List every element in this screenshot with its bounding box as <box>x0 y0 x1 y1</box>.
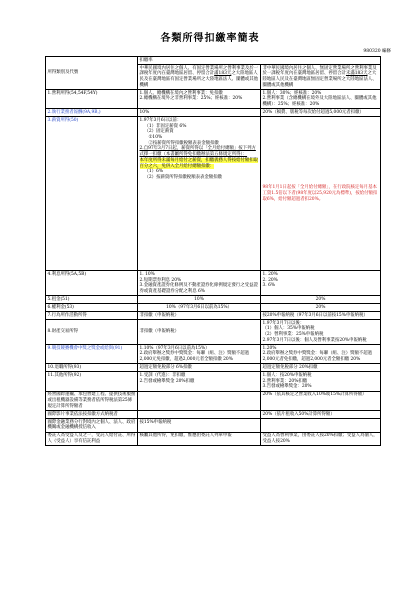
resident-rate-cell: 按15%申報納稅 <box>138 418 261 432</box>
nonresident-rate-cell: 20%（稿費、版稅等每次給付超過5,000元者扣繳） <box>261 109 381 117</box>
nonresident-rate-cell: 超過定額免稅部分 20%扣繳 <box>261 364 381 372</box>
highlight-note: 本年度所得未滿每月給付之薪資，扣繳義務人得按給付額扣取百分之六，免併入全月給付總額扣繳： <box>139 157 259 169</box>
nonresident-rate-cell: 1.個人：30%；經核准：20% 2.營利事業（含總機構在境外及大陸地區法人、團體或其他機構）：25%；經核准：20% <box>261 89 381 108</box>
nonresident-rate-cell: 20% <box>261 304 381 312</box>
table-row <box>46 89 381 108</box>
income-type-cell: 10.退職所得(93) <box>46 364 138 372</box>
nonresident-rate-cell: 1.20% 2.政府舉辦之獎券中獎獎金：每聯（組、注）獎額不超過2,000元者免扣繳，超過2,000元者全額扣繳 20% <box>261 345 381 364</box>
income-type-cell: 國際金融業務分行對境內之個人、法人、政府機關或金融機構授信收入 <box>46 418 138 432</box>
header-nonresident: 非中華民國境內居住之個人、無固定營業場所之營利事業及於一課稅年度內在臺灣地區居留、停留合計未滿183天之大陸地區人民及在臺灣地區無固定營業場所之大陸地區法人、團體或其他機構 <box>261 64 381 89</box>
resident-rate-cell: 非扣繳（申報納稅） <box>138 320 261 345</box>
income-type-cell: 5.租金(51) <box>46 296 138 304</box>
resident-rate-cell: 10% <box>138 109 261 117</box>
resident-rate-cell <box>138 391 261 410</box>
resident-rate-cell: 1.個人、總機構在境內之營利事業：免扣繳 2.總機構在境外之非營利事業：25%；經核准：20% <box>138 89 261 108</box>
table-row <box>46 320 381 345</box>
table-row <box>46 418 381 432</box>
table-row <box>46 117 381 271</box>
table-row <box>46 364 381 372</box>
resident-rate-cell: 1. 10% 2.短期票券利息 20% 3.金融資產證券化條例及不動產證券化條例規定發行之受益證券或資產基礎證券分配之利息 6% <box>138 271 261 296</box>
nonresident-rate-cell: 98年1月1日起按「全月給付總額」，在行政院核定每月基本工資1.5倍以下者(98年度以25,920元為標準)，按給付額扣取6%，給付額超過者扣20%。 <box>261 117 381 271</box>
table-row <box>46 312 381 320</box>
table-row <box>46 271 381 296</box>
nonresident-rate-cell: 20% <box>261 296 381 304</box>
table-row <box>46 345 381 364</box>
resident-rate-cell <box>138 411 261 419</box>
income-type-cell: 6.權利金(53) <box>46 304 138 312</box>
nonresident-rate-cell: 1. 20% 2. 20% 3. 6% <box>261 271 381 296</box>
nonresident-rate-cell: 按20%申報納稅（97年3月6日以前按15%申報納稅） <box>261 312 381 320</box>
table-row <box>46 411 381 419</box>
nonresident-rate-cell: 1.97年3月7日以後： （1）個人：35%申報納稅 （2）營利事業：25%申報納稅 2.97年3月7日以後：個人及營利事業按20%申報納稅 <box>261 320 381 345</box>
resident-rate-cell: 1.97年3月6日以前： （1）非固定薪資 6% （2）固定薪資 ①10% ②按薪資所得扣繳稅額表表金額扣繳 2.自97年3月7日起，薪資所得以「全月給付總額」按下列方式擇一扣繳（本書屬所得免扣繳辦法第五條規定所得）： 本年度所得未滿每月給付之薪資，扣繳義務人得按給付額扣取百分之六，免併入全月給付總額扣繳： （1）6% （2）按薪資所得扣繳稅額表表金額扣繳 <box>138 117 261 271</box>
nonresident-rate-cell: 20%（依其核定之營業收入10%或15%計算所得額） <box>261 391 381 410</box>
income-type-cell: 2.執行業務者報酬(9A,9B,) <box>46 109 138 117</box>
header-resident: 中華民國境內居住之個人、有固定營業場所之營利事業及於一課稅年度內在臺灣地區居留、停留合計滿183天之大陸地區人民及在臺灣地區有固定營業場所之大陸地區法人、團體或其他機構 <box>138 64 261 89</box>
income-type-cell: 3.薪資所得(50) <box>46 117 138 271</box>
income-type-cell: 委託人為受益人及之一，受託人給付託、所得人（受益人）享有信託利益 <box>46 432 138 446</box>
resident-rate-cell: 10% <box>138 296 261 304</box>
nonresident-rate-cell <box>261 418 381 432</box>
income-type-cell: 11.其他所得(92) <box>46 372 138 391</box>
resident-rate-cell: 1.受訓（代進）：非扣繳 2.告發或檢舉獎金 20%扣繳 <box>138 372 261 391</box>
header-row-1 <box>46 57 381 65</box>
income-type-cell: 8.財產交易所得 <box>46 320 138 345</box>
income-type-cell: 9.競技競賽機會中獎之獎金或給與(91) <box>46 345 138 364</box>
income-type-cell: 1.營利所得(54,54F,54Y) <box>46 89 138 108</box>
nonresident-rate-cell: 20%（依片租收入50%計算所得額） <box>261 411 381 419</box>
table-row <box>46 432 381 446</box>
document-title: 各類所得扣繳率簡表 <box>160 33 260 44</box>
table-row <box>46 391 381 410</box>
withholding-rate-table <box>45 56 381 446</box>
header-rate: 扣繳率 <box>138 57 381 65</box>
income-type-cell: 經營國際運輸、承包營建工程、提供技術服務或出租機器設備等業務者依所得稅法第25條規定計算所得額者 <box>46 391 138 410</box>
resident-rate-cell: 超過定額免稅部分 6%扣繳 <box>138 364 261 372</box>
table-row <box>46 372 381 391</box>
table-row <box>46 109 381 117</box>
income-type-cell: 4.利息所得(5A,5B) <box>46 271 138 296</box>
resident-rate-cell: 非扣繳（申報納稅） <box>138 312 261 320</box>
table-row <box>46 304 381 312</box>
resident-rate-cell: 10%（97年3月6日以前為15%） <box>138 304 261 312</box>
income-type-cell: 7.行為所作活動所得 <box>46 312 138 320</box>
resident-rate-cell: 1.10%（97年3月6日以前為15%） 2.政府舉辦之獎券中獎獎金：每聯（組、注）獎額不超過2,000元免扣繳，超過2,000元者全額扣繳 20% <box>138 345 261 364</box>
nonresident-rate-cell: 受益人為營利事業，由委託人按20%扣繳；受益人為個人，受益人按20% <box>261 432 381 446</box>
table-row <box>46 296 381 304</box>
resident-rate-cell: 核屬其他所得，免扣繳，惟應由委託人列單申報 <box>138 432 261 446</box>
income-type-cell: 國際影片事業依法按扣繳方式納稅者 <box>46 411 138 419</box>
nonresident-rate-cell: 1.個人：按20%申報納稅 2.營利事業：20%扣繳 3.告發或檢舉獎金：20% <box>261 372 381 391</box>
header-income-type: 所得類別及代號 <box>46 57 138 90</box>
revision-code: 980320 編修 <box>363 49 391 54</box>
